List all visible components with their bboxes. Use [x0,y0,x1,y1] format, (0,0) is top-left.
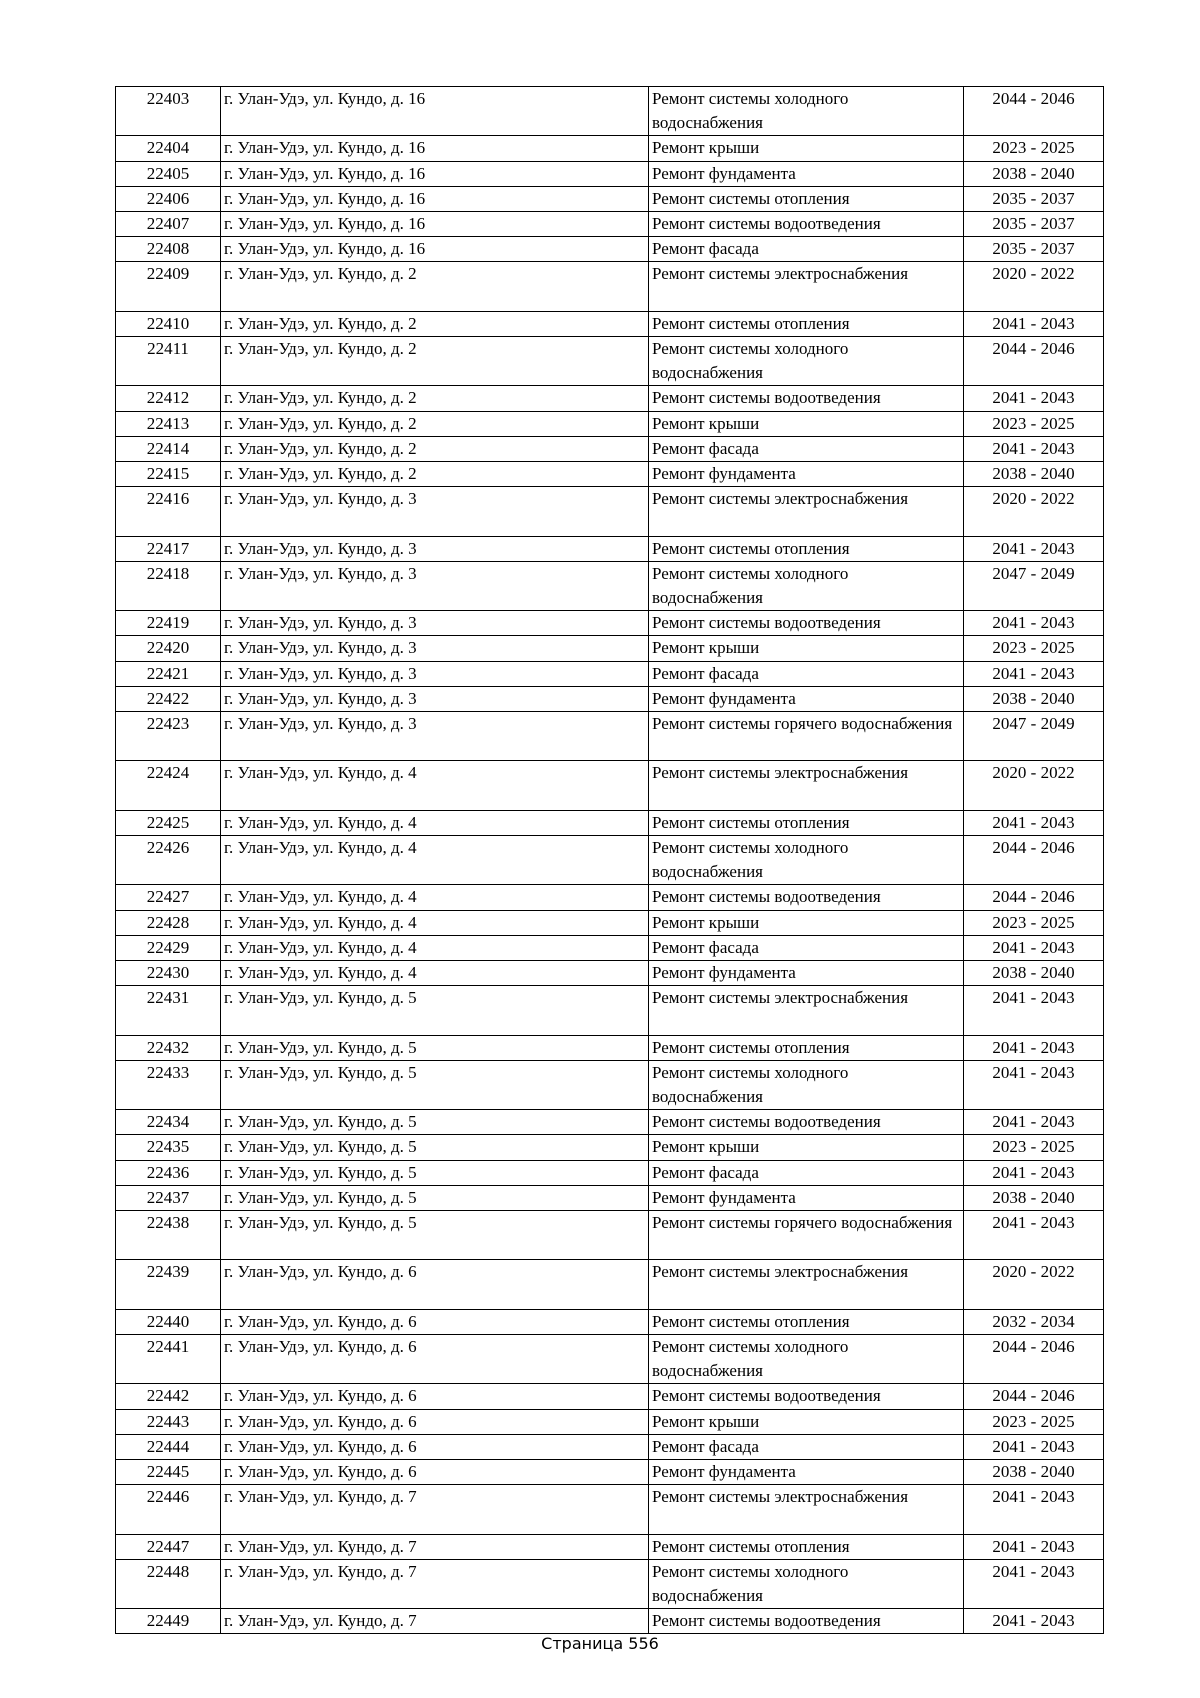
row-number: 22449 [116,1609,221,1634]
period-cell: 2041 - 2043 [964,810,1104,835]
period-cell: 2023 - 2025 [964,1409,1104,1434]
table-row [116,262,1104,311]
table-row [116,1485,1104,1534]
table-row [116,1185,1104,1210]
work-type-cell: Ремонт фасада [649,237,964,262]
work-type-cell: Ремонт фасада [649,1434,964,1459]
period-cell: 2044 - 2046 [964,836,1104,885]
table-row [116,885,1104,910]
table-row [116,411,1104,436]
row-number: 22403 [116,87,221,136]
period-cell: 2038 - 2040 [964,961,1104,986]
period-cell: 2023 - 2025 [964,636,1104,661]
work-type-cell: Ремонт системы холодного водоснабжения [649,337,964,386]
table-row [116,1534,1104,1559]
address-cell: г. Улан-Удэ, ул. Кундо, д. 5 [221,1035,649,1060]
row-number: 22434 [116,1110,221,1135]
address-cell: г. Улан-Удэ, ул. Кундо, д. 5 [221,1110,649,1135]
row-number: 22441 [116,1335,221,1384]
address-cell: г. Улан-Удэ, ул. Кундо, д. 4 [221,961,649,986]
address-cell: г. Улан-Удэ, ул. Кундо, д. 16 [221,87,649,136]
address-cell: г. Улан-Удэ, ул. Кундо, д. 4 [221,885,649,910]
work-type-cell: Ремонт фундамента [649,161,964,186]
address-cell: г. Улан-Удэ, ул. Кундо, д. 7 [221,1609,649,1634]
table-body [116,87,1104,1634]
period-cell: 2023 - 2025 [964,136,1104,161]
work-type-cell: Ремонт системы водоотведения [649,611,964,636]
address-cell: г. Улан-Удэ, ул. Кундо, д. 5 [221,1160,649,1185]
address-cell: г. Улан-Удэ, ул. Кундо, д. 6 [221,1335,649,1384]
period-cell: 2041 - 2043 [964,1160,1104,1185]
row-number: 22423 [116,712,221,761]
table-row [116,487,1104,536]
row-number: 22433 [116,1060,221,1109]
table-row [116,1110,1104,1135]
work-type-cell: Ремонт системы холодного водоснабжения [649,1559,964,1608]
period-cell: 2047 - 2049 [964,712,1104,761]
address-cell: г. Улан-Удэ, ул. Кундо, д. 16 [221,212,649,237]
period-cell: 2041 - 2043 [964,611,1104,636]
period-cell: 2041 - 2043 [964,1534,1104,1559]
table-row [116,1559,1104,1608]
work-type-cell: Ремонт крыши [649,910,964,935]
row-number: 22437 [116,1185,221,1210]
address-cell: г. Улан-Удэ, ул. Кундо, д. 2 [221,411,649,436]
work-type-cell: Ремонт системы электроснабжения [649,1260,964,1309]
row-number: 22438 [116,1211,221,1260]
address-cell: г. Улан-Удэ, ул. Кундо, д. 4 [221,836,649,885]
period-cell: 2041 - 2043 [964,1211,1104,1260]
work-type-cell: Ремонт системы холодного водоснабжения [649,836,964,885]
work-type-cell: Ремонт фундамента [649,961,964,986]
table-row [116,836,1104,885]
row-number: 22410 [116,311,221,336]
address-cell: г. Улан-Удэ, ул. Кундо, д. 2 [221,337,649,386]
period-cell: 2020 - 2022 [964,1260,1104,1309]
address-cell: г. Улан-Удэ, ул. Кундо, д. 3 [221,487,649,536]
period-cell: 2041 - 2043 [964,661,1104,686]
period-cell: 2044 - 2046 [964,1384,1104,1409]
row-number: 22443 [116,1409,221,1434]
period-cell: 2044 - 2046 [964,885,1104,910]
period-cell: 2041 - 2043 [964,1035,1104,1060]
work-type-cell: Ремонт фундамента [649,1185,964,1210]
period-cell: 2023 - 2025 [964,1135,1104,1160]
row-number: 22429 [116,935,221,960]
table-row [116,1609,1104,1634]
work-type-cell: Ремонт системы электроснабжения [649,487,964,536]
table-row [116,136,1104,161]
address-cell: г. Улан-Удэ, ул. Кундо, д. 7 [221,1485,649,1534]
period-cell: 2041 - 2043 [964,386,1104,411]
row-number: 22419 [116,611,221,636]
table-row [116,186,1104,211]
work-type-cell: Ремонт крыши [649,136,964,161]
work-type-cell: Ремонт фундамента [649,686,964,711]
row-number: 22424 [116,761,221,810]
address-cell: г. Улан-Удэ, ул. Кундо, д. 2 [221,386,649,411]
period-cell: 2020 - 2022 [964,262,1104,311]
period-cell: 2038 - 2040 [964,1185,1104,1210]
period-cell: 2023 - 2025 [964,910,1104,935]
row-number: 22428 [116,910,221,935]
row-number: 22421 [116,661,221,686]
address-cell: г. Улан-Удэ, ул. Кундо, д. 6 [221,1460,649,1485]
address-cell: г. Улан-Удэ, ул. Кундо, д. 2 [221,462,649,487]
work-type-cell: Ремонт системы электроснабжения [649,1485,964,1534]
row-number: 22445 [116,1460,221,1485]
row-number: 22414 [116,436,221,461]
period-cell: 2044 - 2046 [964,337,1104,386]
address-cell: г. Улан-Удэ, ул. Кундо, д. 6 [221,1409,649,1434]
work-type-cell: Ремонт системы отопления [649,1309,964,1334]
work-type-cell: Ремонт системы электроснабжения [649,986,964,1035]
work-type-cell: Ремонт крыши [649,411,964,436]
work-type-cell: Ремонт системы отопления [649,186,964,211]
work-type-cell: Ремонт системы водоотведения [649,212,964,237]
row-number: 22436 [116,1160,221,1185]
row-number: 22408 [116,237,221,262]
repair-schedule-table [115,86,1104,1634]
row-number: 22426 [116,836,221,885]
work-type-cell: Ремонт фундамента [649,1460,964,1485]
work-type-cell: Ремонт системы холодного водоснабжения [649,87,964,136]
row-number: 22404 [116,136,221,161]
period-cell: 2038 - 2040 [964,161,1104,186]
table-row [116,935,1104,960]
period-cell: 2041 - 2043 [964,1434,1104,1459]
address-cell: г. Улан-Удэ, ул. Кундо, д. 3 [221,611,649,636]
period-cell: 2041 - 2043 [964,1110,1104,1135]
work-type-cell: Ремонт системы горячего водоснабжения [649,1211,964,1260]
work-type-cell: Ремонт крыши [649,636,964,661]
period-cell: 2041 - 2043 [964,1559,1104,1608]
period-cell: 2035 - 2037 [964,212,1104,237]
table-row [116,311,1104,336]
address-cell: г. Улан-Удэ, ул. Кундо, д. 7 [221,1534,649,1559]
table-row [116,1335,1104,1384]
address-cell: г. Улан-Удэ, ул. Кундо, д. 6 [221,1384,649,1409]
period-cell: 2032 - 2034 [964,1309,1104,1334]
table-row [116,1035,1104,1060]
work-type-cell: Ремонт фасада [649,935,964,960]
table-row [116,1409,1104,1434]
table-row [116,1160,1104,1185]
row-number: 22427 [116,885,221,910]
table-row [116,436,1104,461]
row-number: 22446 [116,1485,221,1534]
work-type-cell: Ремонт фундамента [649,462,964,487]
period-cell: 2038 - 2040 [964,462,1104,487]
address-cell: г. Улан-Удэ, ул. Кундо, д. 5 [221,1185,649,1210]
address-cell: г. Улан-Удэ, ул. Кундо, д. 3 [221,661,649,686]
period-cell: 2038 - 2040 [964,1460,1104,1485]
table-row [116,1260,1104,1309]
table-row [116,986,1104,1035]
work-type-cell: Ремонт системы отопления [649,1035,964,1060]
period-cell: 2020 - 2022 [964,487,1104,536]
row-number: 22411 [116,337,221,386]
address-cell: г. Улан-Удэ, ул. Кундо, д. 2 [221,311,649,336]
table-row [116,961,1104,986]
work-type-cell: Ремонт фасада [649,1160,964,1185]
period-cell: 2044 - 2046 [964,87,1104,136]
work-type-cell: Ремонт системы холодного водоснабжения [649,1335,964,1384]
table-row [116,636,1104,661]
address-cell: г. Улан-Удэ, ул. Кундо, д. 2 [221,262,649,311]
row-number: 22439 [116,1260,221,1309]
table-row [116,1135,1104,1160]
address-cell: г. Улан-Удэ, ул. Кундо, д. 3 [221,686,649,711]
period-cell: 2023 - 2025 [964,411,1104,436]
work-type-cell: Ремонт фасада [649,661,964,686]
row-number: 22444 [116,1434,221,1459]
address-cell: г. Улан-Удэ, ул. Кундо, д. 6 [221,1260,649,1309]
row-number: 22430 [116,961,221,986]
table-row [116,1060,1104,1109]
work-type-cell: Ремонт системы водоотведения [649,1609,964,1634]
table-row [116,910,1104,935]
work-type-cell: Ремонт системы водоотведения [649,1384,964,1409]
row-number: 22431 [116,986,221,1035]
row-number: 22418 [116,561,221,610]
table-row [116,212,1104,237]
period-cell: 2041 - 2043 [964,311,1104,336]
row-number: 22407 [116,212,221,237]
row-number: 22422 [116,686,221,711]
table-row [116,1434,1104,1459]
row-number: 22405 [116,161,221,186]
address-cell: г. Улан-Удэ, ул. Кундо, д. 6 [221,1309,649,1334]
table-row [116,237,1104,262]
address-cell: г. Улан-Удэ, ул. Кундо, д. 4 [221,761,649,810]
row-number: 22420 [116,636,221,661]
period-cell: 2041 - 2043 [964,986,1104,1035]
address-cell: г. Улан-Удэ, ул. Кундо, д. 7 [221,1559,649,1608]
table-row [116,761,1104,810]
period-cell: 2020 - 2022 [964,761,1104,810]
address-cell: г. Улан-Удэ, ул. Кундо, д. 4 [221,810,649,835]
table-row [116,1211,1104,1260]
row-number: 22417 [116,536,221,561]
row-number: 22425 [116,810,221,835]
period-cell: 2041 - 2043 [964,1609,1104,1634]
address-cell: г. Улан-Удэ, ул. Кундо, д. 3 [221,561,649,610]
row-number: 22440 [116,1309,221,1334]
work-type-cell: Ремонт крыши [649,1409,964,1434]
period-cell: 2047 - 2049 [964,561,1104,610]
table-row [116,810,1104,835]
period-cell: 2035 - 2037 [964,186,1104,211]
table-row [116,462,1104,487]
period-cell: 2038 - 2040 [964,686,1104,711]
row-number: 22432 [116,1035,221,1060]
period-cell: 2035 - 2037 [964,237,1104,262]
row-number: 22448 [116,1559,221,1608]
address-cell: г. Улан-Удэ, ул. Кундо, д. 3 [221,636,649,661]
work-type-cell: Ремонт системы отопления [649,311,964,336]
work-type-cell: Ремонт системы электроснабжения [649,262,964,311]
work-type-cell: Ремонт системы холодного водоснабжения [649,561,964,610]
address-cell: г. Улан-Удэ, ул. Кундо, д. 16 [221,237,649,262]
row-number: 22413 [116,411,221,436]
address-cell: г. Улан-Удэ, ул. Кундо, д. 5 [221,986,649,1035]
table-row [116,712,1104,761]
address-cell: г. Улан-Удэ, ул. Кундо, д. 16 [221,136,649,161]
page-number: Страница 556 [541,1634,659,1653]
row-number: 22412 [116,386,221,411]
table-row [116,611,1104,636]
address-cell: г. Улан-Удэ, ул. Кундо, д. 3 [221,536,649,561]
period-cell: 2041 - 2043 [964,1060,1104,1109]
work-type-cell: Ремонт системы отопления [649,810,964,835]
row-number: 22442 [116,1384,221,1409]
row-number: 22447 [116,1534,221,1559]
work-type-cell: Ремонт системы отопления [649,536,964,561]
table-row [116,1384,1104,1409]
table-row [116,87,1104,136]
table-row [116,161,1104,186]
address-cell: г. Улан-Удэ, ул. Кундо, д. 5 [221,1135,649,1160]
address-cell: г. Улан-Удэ, ул. Кундо, д. 4 [221,910,649,935]
period-cell: 2041 - 2043 [964,935,1104,960]
row-number: 22406 [116,186,221,211]
address-cell: г. Улан-Удэ, ул. Кундо, д. 5 [221,1211,649,1260]
work-type-cell: Ремонт системы водоотведения [649,386,964,411]
row-number: 22416 [116,487,221,536]
address-cell: г. Улан-Удэ, ул. Кундо, д. 2 [221,436,649,461]
period-cell: 2041 - 2043 [964,536,1104,561]
period-cell: 2044 - 2046 [964,1335,1104,1384]
address-cell: г. Улан-Удэ, ул. Кундо, д. 6 [221,1434,649,1459]
address-cell: г. Улан-Удэ, ул. Кундо, д. 16 [221,186,649,211]
work-type-cell: Ремонт системы горячего водоснабжения [649,712,964,761]
work-type-cell: Ремонт системы холодного водоснабжения [649,1060,964,1109]
table-row [116,1460,1104,1485]
table-row [116,1309,1104,1334]
address-cell: г. Улан-Удэ, ул. Кундо, д. 5 [221,1060,649,1109]
period-cell: 2041 - 2043 [964,1485,1104,1534]
address-cell: г. Улан-Удэ, ул. Кундо, д. 4 [221,935,649,960]
address-cell: г. Улан-Удэ, ул. Кундо, д. 3 [221,712,649,761]
period-cell: 2041 - 2043 [964,436,1104,461]
table-row [116,386,1104,411]
work-type-cell: Ремонт системы электроснабжения [649,761,964,810]
work-type-cell: Ремонт фасада [649,436,964,461]
table-row [116,686,1104,711]
table-row [116,337,1104,386]
row-number: 22435 [116,1135,221,1160]
row-number: 22415 [116,462,221,487]
table-row [116,536,1104,561]
work-type-cell: Ремонт системы отопления [649,1534,964,1559]
row-number: 22409 [116,262,221,311]
work-type-cell: Ремонт системы водоотведения [649,1110,964,1135]
table-row [116,561,1104,610]
work-type-cell: Ремонт системы водоотведения [649,885,964,910]
work-type-cell: Ремонт крыши [649,1135,964,1160]
address-cell: г. Улан-Удэ, ул. Кундо, д. 16 [221,161,649,186]
table-row [116,661,1104,686]
